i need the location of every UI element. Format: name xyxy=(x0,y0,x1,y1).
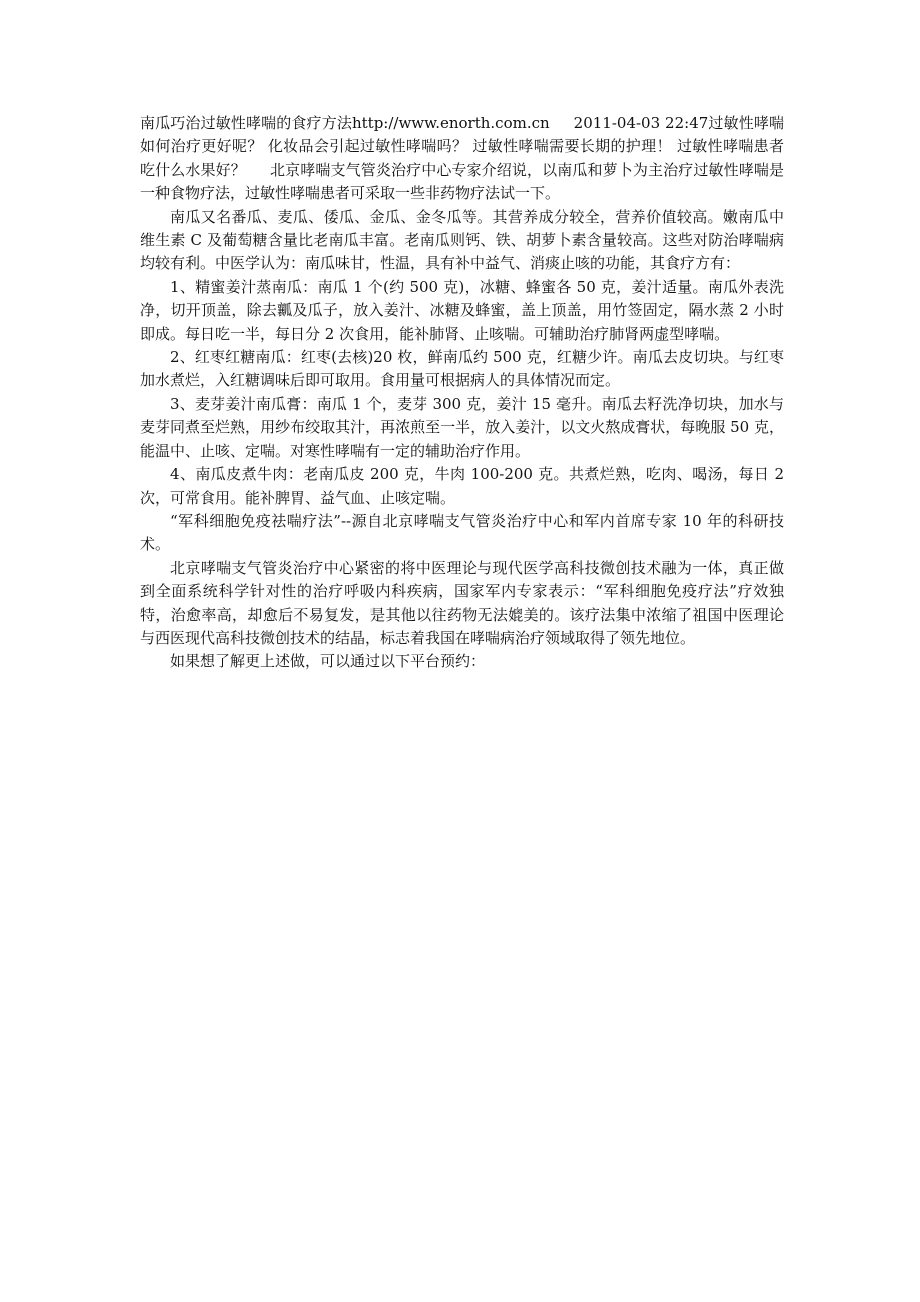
faint-watermark xyxy=(370,608,470,622)
paragraph-appointment: 如果想了解更上述做，可以通过以下平台预约： xyxy=(170,652,486,671)
article-title: 南瓜巧治过敏性哮喘的食疗方法 xyxy=(140,114,352,132)
intro-text: 北京哮喘支气管炎治疗中心专家介绍说，以南瓜和萝卜为主治疗过敏性哮喘是一种食物疗法，过敏性哮喘患者可采取一些非药物疗法试一下。 xyxy=(140,160,784,203)
related-questions: 过敏性哮喘如何治疗更好呢？ 化妆品会引起过敏性哮喘吗？ 过敏性哮喘需要长期的护理！ 过敏性哮喘患者吃什么水果好？ xyxy=(140,114,784,179)
document-body xyxy=(140,112,784,674)
paragraph-recipe-3: 3、麦芽姜汁南瓜膏：南瓜 1 个，麦芽 300 克，姜汁 15 毫升。南瓜去籽洗净切块，加水与麦芽同煮至烂熟，用纱布绞取其汁，再浓煎至一半，放入姜汁，以文火熬成膏状，每晚服 50 克，能温中、止咳、定喘。对寒性哮喘有一定的辅助治疗作用。 xyxy=(140,394,784,460)
source-url[interactable]: http://www.enorth.com.cn xyxy=(351,114,550,132)
paragraph-recipe-2: 2、红枣红糖南瓜：红枣(去核)20 枚，鲜南瓜约 500 克，红糖少许。南瓜去皮切块。与红枣加水煮烂，入红糖调味后即可取用。食用量可根据病人的具体情况而定。 xyxy=(140,348,784,390)
paragraph-therapy-detail: 北京哮喘支气管炎治疗中心紧密的将中医理论与现代医学高科技微创技术融为一体，真正做到全面系统科学针对性的治疗呼吸内科疾病，国家军内专家表示：“军科细胞免疫疗法”疗效独特，治愈率高，却愈后不易复发，是其他以往药物无法媲美的。该疗法集中浓缩了祖国中医理论与西医现代高科技微创技术的结晶，标志着我国在哮喘病治疗领域取得了领先地位。 xyxy=(140,558,784,647)
paragraph-recipe-4: 4、南瓜皮煮牛肉：老南瓜皮 200 克，牛肉 100-200 克。共煮烂熟，吃肉、喝汤，每日 2 次，可常食用。能补脾胃、益气血、止咳定喘。 xyxy=(140,465,784,507)
publish-datetime: 2011-04-03 22:47 xyxy=(573,114,709,132)
paragraph-recipe-1: 1、精蜜姜汁蒸南瓜：南瓜 1 个(约 500 克)，冰糖、蜂蜜各 50 克，姜汁适量。南瓜外表洗净，切开顶盖，除去瓤及瓜子，放入姜汁、冰糖及蜂蜜，盖上顶盖，用竹签固定，隔水蒸 2 小时即成。每日吃一半，每日分 2 次食用，能补肺肾、止咳喘。可辅助治疗肺肾两虚型哮喘。 xyxy=(140,277,784,343)
paragraph-therapy-intro: “军科细胞免疫祛喘疗法”--源自北京哮喘支气管炎治疗中心和军内首席专家 10 年的科研技术。 xyxy=(140,511,784,554)
paragraph-pumpkin-overview: 南瓜又名番瓜、麦瓜、倭瓜、金瓜、金冬瓜等。其营养成分较全，营养价值较高。嫩南瓜中维生素 C 及葡萄糖含量比老南瓜丰富。老南瓜则钙、铁、胡萝卜素含量较高。这些对防治哮喘病均较有利。中医学认为：南瓜味甘，性温，具有补中益气、消痰止咳的功能，其食疗方有： xyxy=(140,207,784,273)
article-header xyxy=(140,112,784,206)
